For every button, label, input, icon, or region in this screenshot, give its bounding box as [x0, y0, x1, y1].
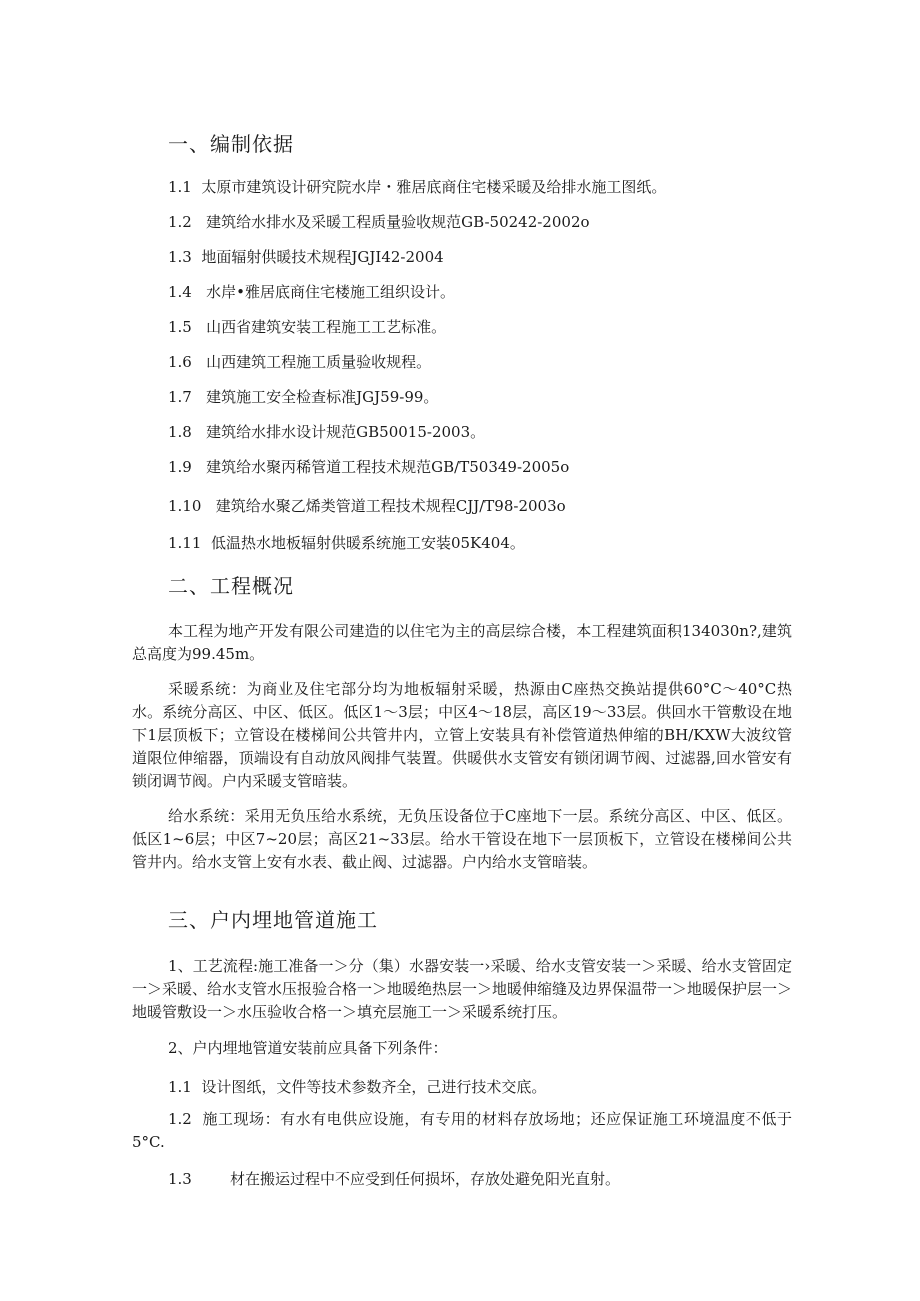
item-number: 1.1 [168, 178, 192, 196]
item-text: 太原市建筑设计研究院水岸・雅居底商住宅楼采暖及给排水施工图纸。 [201, 178, 667, 196]
item-text: 建筑给水排水及采暖工程质量验收规范GB-50242-2002o [206, 213, 590, 231]
item-number: 1.3 [168, 1170, 192, 1188]
basis-item [168, 211, 590, 232]
item-number: 1.3 [168, 248, 192, 266]
item-text: 设计图纸，文件等技术参数齐全，己进行技术交底。 [201, 1078, 547, 1096]
construction-process-paragraph [132, 955, 792, 1024]
item-text: 水岸•雅居底商住宅楼施工组织设计。 [206, 283, 456, 301]
section-heading-overview: 二、工程概况 [168, 574, 294, 598]
basis-item [168, 386, 438, 407]
basis-item [168, 532, 525, 553]
paragraph-text: 1、工艺流程:施工准备一＞分（集）水器安装一›采暖、给水支管安装一＞采暖、给水支管固定一＞采暖、给水支管水压报验合格一＞地暖绝热层一＞地暖伸缩缝及边界保温带一＞地暖保护层一＞地暖管敷设一＞水压验收合格一＞填充层施工一＞采暖系统打压。 [132, 957, 793, 1021]
item-text: 山西建筑工程施工质量验收规程。 [206, 353, 432, 371]
basis-item [168, 495, 566, 516]
basis-item [168, 351, 431, 372]
item-text: 建筑给水排水设计规范GB50015-2003。 [206, 423, 486, 441]
item-text: 施工现场：有水有电供应设施，有专用的材料存放场地；还应保证施工环境温度不低于5°C. [132, 1110, 792, 1151]
paragraph-text: 本工程为地产开发有限公司建造的以住宅为主的高层综合楼，本工程建筑面积134030n?,建筑总高度为99.45m。 [132, 622, 792, 663]
item-number: 1.2 [168, 1110, 192, 1128]
item-text: 地面辐射供暖技术规程JGJI42-2004 [201, 248, 444, 266]
item-number: 1.5 [168, 318, 192, 336]
item-number: 1.9 [168, 458, 192, 476]
item-number: 1.1 [168, 1078, 192, 1096]
item-number: 1.8 [168, 423, 192, 441]
overview-paragraph-1 [132, 620, 792, 666]
basis-item [168, 316, 446, 337]
basis-item [168, 281, 455, 302]
section-heading-basis: 一、编制依据 [168, 132, 294, 156]
construction-conditions-intro [132, 1037, 792, 1060]
item-number: 1.7 [168, 388, 192, 406]
basis-item [168, 246, 444, 267]
section-heading-construction: 三、户内埋地管道施工 [168, 908, 378, 932]
item-text: 建筑给水聚乙烯类管道工程技术规程CJJ/T98-2003o [215, 497, 566, 515]
overview-paragraph-heating [132, 678, 792, 793]
item-number: 1.4 [168, 283, 192, 301]
basis-item [168, 456, 569, 477]
item-text: 建筑施工安全检查标准JGJ59-99。 [206, 388, 439, 406]
paragraph-text: 2、户内埋地管道安装前应具备下列条件： [168, 1039, 448, 1057]
item-text: 建筑给水聚丙稀管道工程技术规范GB/T50349-2005o [206, 458, 570, 476]
item-number: 1.10 [168, 497, 202, 515]
item-number: 1.11 [168, 534, 202, 552]
item-text: 材在搬运过程中不应受到任何损坏，存放处避免阳光直射。 [230, 1170, 621, 1188]
basis-item [168, 421, 485, 442]
basis-item [168, 176, 666, 197]
paragraph-text: 给水系统：采用无负压给水系统，无负压设备位于C座地下一层。系统分高区、中区、低区。低区1~6层；中区7~20层；高区21~33层。给水干管设在地下一层顶板下，立管设在楼梯间公共管井内。给水支管上安有水表、截止阀、过滤器。户内给水支管暗装。 [132, 807, 792, 871]
paragraph-text: 采暖系统：为商业及住宅部分均为地板辐射采暖，热源由C座热交换站提供60°C～40°C热水。系统分高区、中区、低区。低区1～3层；中区4～18层，高区19～33层。供回水干管敷设在地下1层顶板下；立管设在楼梯间公共管井内，立管上安装具有补偿管道热伸缩的BH/KXW大波纹管道限位伸缩器，顶端设有自动放风阀排气装置。供暖供水支管安有锁闭调节阀、过滤器,回水管安有锁闭调节阀。户内采暖支管暗装。 [132, 680, 792, 790]
condition-item [168, 1076, 546, 1097]
item-text: 低温热水地板辐射供暖系统施工安装05K404。 [210, 534, 525, 552]
item-number: 1.2 [168, 213, 192, 231]
item-text: 山西省建筑安装工程施工工艺标准。 [206, 318, 447, 336]
condition-item [168, 1168, 620, 1189]
condition-item [132, 1108, 792, 1154]
overview-paragraph-water [132, 805, 792, 874]
item-number: 1.6 [168, 353, 192, 371]
